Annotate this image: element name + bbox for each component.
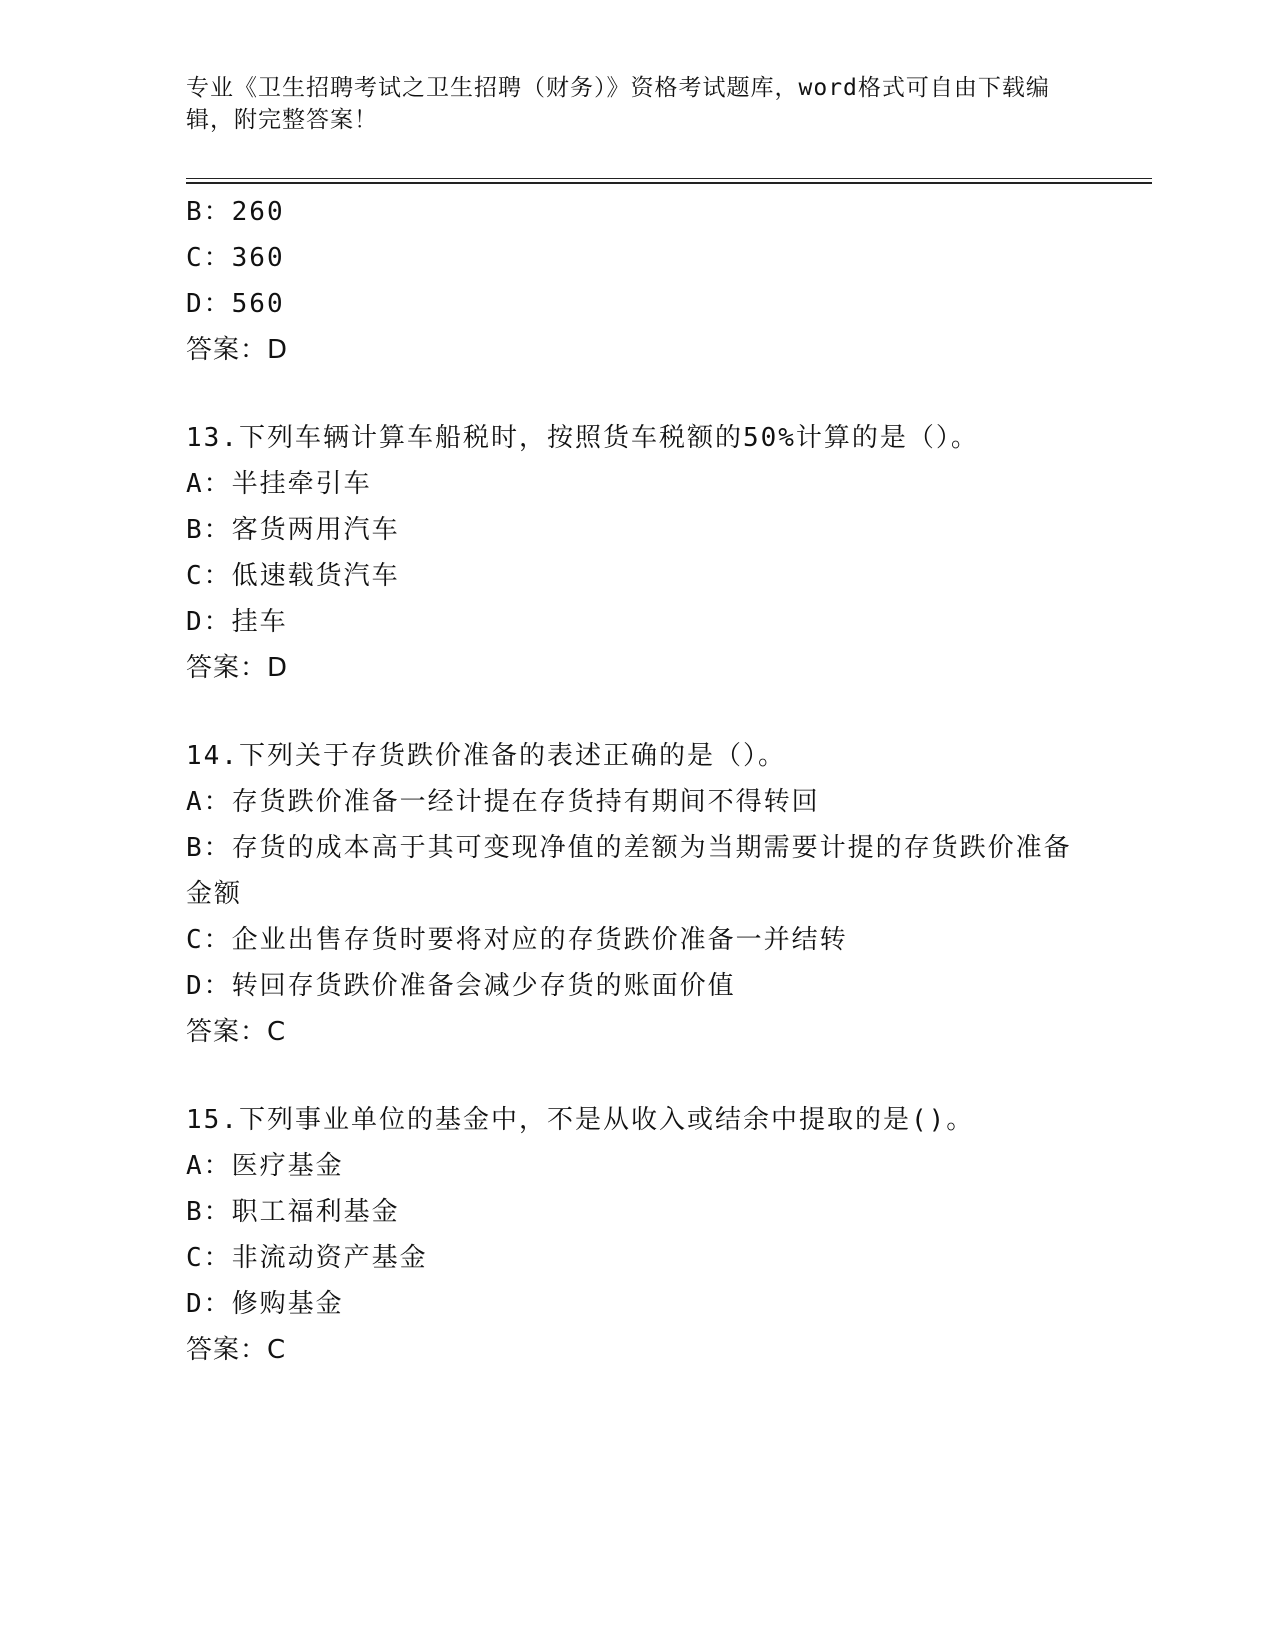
option-label: A： (186, 469, 232, 499)
question-15-block (186, 1097, 1086, 1373)
option-a (186, 461, 1086, 507)
option-d (186, 963, 1086, 1009)
question-text: 13.下列车辆计算车船税时，按照货车税额的50%计算的是（）。 (186, 423, 979, 453)
answer: 答案：D (186, 335, 289, 365)
answer: 答案：C (186, 1335, 287, 1365)
option-label: D： (186, 607, 232, 637)
option-label: A： (186, 1151, 232, 1181)
option-label: B： (186, 515, 232, 545)
answer: 答案：C (186, 1017, 287, 1047)
option-label: D： (186, 971, 232, 1001)
option-text: 转回存货跌价准备会减少存货的账面价值 (231, 971, 736, 1001)
option-label: B： (186, 1197, 232, 1227)
option-a (186, 779, 1086, 825)
option-a (186, 1143, 1086, 1189)
question-list (186, 189, 1086, 1373)
option-label: D： (186, 289, 232, 319)
option-text: 360 (231, 243, 285, 273)
option-text: 低速载货汽车 (231, 561, 400, 591)
option-text: 修购基金 (231, 1289, 344, 1319)
option-text: 非流动资产基金 (231, 1243, 428, 1273)
spacer (186, 691, 1086, 733)
option-text: 存货跌价准备一经计提在存货持有期间不得转回 (231, 787, 820, 817)
option-text: 客货两用汽车 (231, 515, 400, 545)
option-label: D： (186, 1289, 232, 1319)
option-b (186, 189, 1086, 235)
option-text: 医疗基金 (231, 1151, 344, 1181)
option-text: 260 (231, 197, 285, 227)
question-12-block (186, 189, 1086, 373)
spacer (186, 1055, 1086, 1097)
header-divider-thick (186, 182, 1152, 184)
answer: 答案：D (186, 653, 289, 683)
document-header: 专业《卫生招聘考试之卫生招聘（财务）》资格考试题库，word格式可自由下载编辑，附完整答案！ (186, 75, 1050, 133)
option-text: 存货的成本高于其可变现净值的差额为当期需要计提的存货跌价准备金额 (186, 833, 1072, 909)
option-label: B： (186, 833, 232, 863)
option-text: 560 (231, 289, 285, 319)
option-text: 职工福利基金 (231, 1197, 400, 1227)
question-text: 15.下列事业单位的基金中，不是从收入或结余中提取的是()。 (186, 1105, 975, 1135)
option-c (186, 235, 1086, 281)
option-label: A： (186, 787, 232, 817)
option-b (186, 507, 1086, 553)
option-label: C： (186, 1243, 232, 1273)
question-text: 14.下列关于存货跌价准备的表述正确的是（）。 (186, 741, 786, 771)
option-b (186, 825, 1086, 917)
option-text: 挂车 (231, 607, 288, 637)
option-c (186, 917, 1086, 963)
spacer (186, 373, 1086, 415)
option-text: 半挂牵引车 (231, 469, 372, 499)
option-c (186, 553, 1086, 599)
question-14-block (186, 733, 1086, 1055)
option-d (186, 1281, 1086, 1327)
option-c (186, 1235, 1086, 1281)
header-divider-thin (186, 178, 1152, 179)
option-b (186, 1189, 1086, 1235)
option-label: C： (186, 561, 232, 591)
option-label: B： (186, 197, 232, 227)
option-d (186, 281, 1086, 327)
option-d (186, 599, 1086, 645)
question-13-block (186, 415, 1086, 691)
option-label: C： (186, 925, 232, 955)
option-label: C： (186, 243, 232, 273)
option-text: 企业出售存货时要将对应的存货跌价准备一并结转 (231, 925, 848, 955)
